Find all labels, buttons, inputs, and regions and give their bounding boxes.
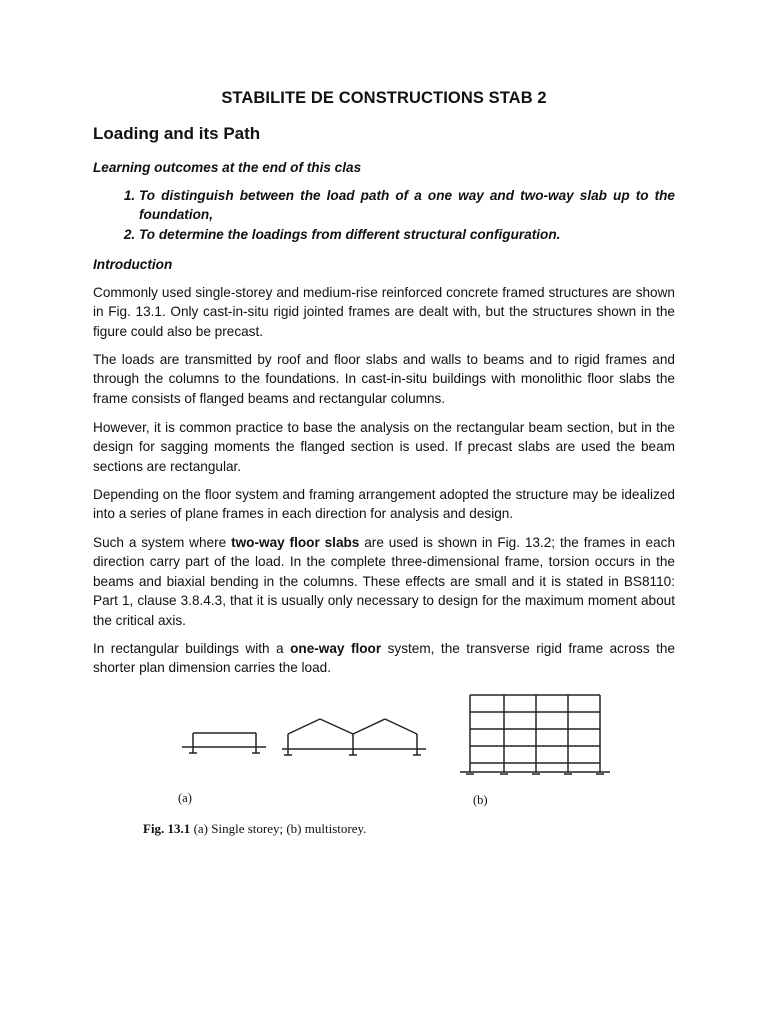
figure-13-1 — [150, 690, 620, 840]
paragraph-6 — [93, 639, 675, 678]
section-heading: Loading and its Path — [93, 124, 261, 143]
figure-caption-number: Fig. 13.1 — [143, 821, 191, 836]
outcome-item: 2. To determine the loadings from different structural configuration. — [139, 225, 675, 244]
paragraph-3: However, it is common practice to base the analysis on the rectangular beam section, but in the design for sagging moments the flanged section is used. If precast slabs are used the beam sections are rectangular. — [93, 420, 675, 474]
single-storey-frame — [182, 733, 266, 753]
paragraph-6-text: In rectangular buildings with a — [93, 641, 291, 656]
outcomes-intro: Learning outcomes at the end of this clas — [93, 160, 362, 175]
frame-diagram — [150, 690, 620, 820]
paragraph-6-bold: one-way floor — [290, 641, 382, 656]
paragraph-1: Commonly used single-storey and medium-rise reinforced concrete framed structures are shown in Fig. 13.1. Only cast-in-situ rigid jointed frames are dealt with, but the structures shown in the figure could also be precast. — [93, 285, 675, 339]
outcome-item: 1. To distinguish between the load path of a one way and two-way slab up to the foundation, — [139, 186, 675, 225]
outcomes-list — [93, 186, 675, 244]
figure-label-a: (a) — [178, 791, 192, 805]
paragraph-2: The loads are transmitted by roof and floor slabs and walls to beams and to rigid frames and through the columns to the foundations. In cast-in-situ buildings with monolithic floor slabs the frame consists of flanged beams and rectangular columns. — [93, 352, 675, 406]
pitched-roof-frame — [282, 719, 426, 755]
paragraph-5 — [93, 533, 675, 630]
paragraph-5-text: Such a system where — [93, 535, 232, 550]
paragraph-4: Depending on the floor system and framing arrangement adopted the structure may be idealized into a series of plane frames in each direction for analysis and design. — [93, 487, 675, 522]
introduction-heading: Introduction — [93, 257, 173, 272]
document-title: STABILITE DE CONSTRUCTIONS STAB 2 — [221, 89, 547, 107]
figure-caption-text: (a) Single storey; (b) multistorey. — [190, 821, 367, 836]
paragraph-5-text: are used is shown in Fig. 13.2; the frames in each direction carry part of the load. In the complete three-dimensional frame, torsion occurs in the beams and biaxial bending in the columns. These effects are small and it is stated in BS8110: Part 1, clause 3.8.4.3, that it is usually only necessary to design for the maximum moment about the critical axis. — [93, 535, 676, 628]
paragraph-5-bold: two-way floor slabs — [231, 535, 360, 550]
figure-caption — [143, 821, 366, 837]
paragraph-6-text: system, the transverse rigid frame across the shorter plan dimension carries the load. — [93, 641, 675, 676]
multistorey-frame — [460, 695, 610, 774]
figure-label-b: (b) — [473, 793, 488, 807]
